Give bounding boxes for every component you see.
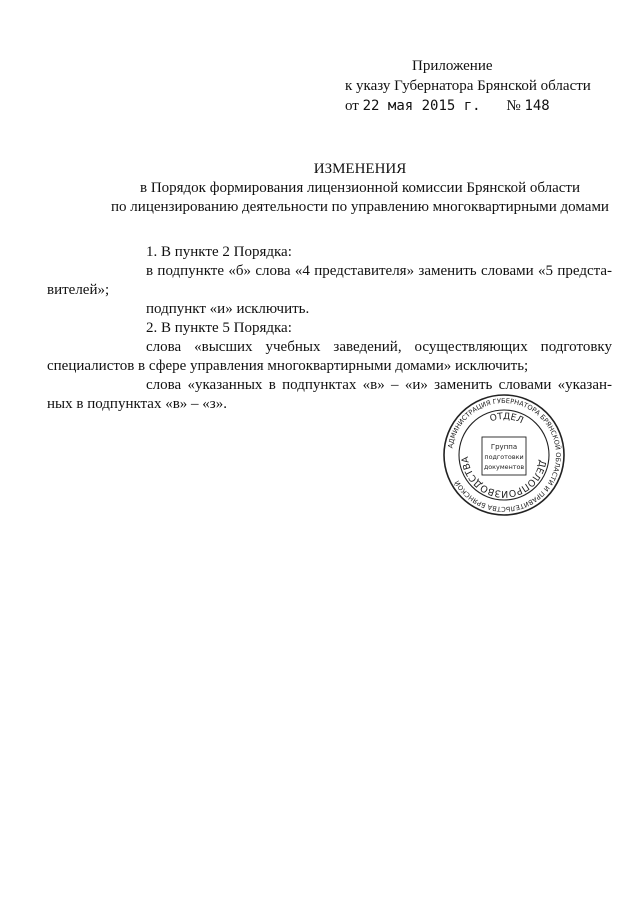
- title-subtitle-line1: в Порядок формирования лицензионной комиссии Брянской области: [139, 180, 581, 196]
- item-1-sub-b-line2: вителей»;: [47, 282, 110, 298]
- decree-date: 22 мая 2015 г.: [362, 98, 481, 114]
- stamp-outer-text: АДМИНИСТРАЦИЯ ГУБЕРНАТОРА БРЯНСКОЙ ОБЛАСТИ И ПРАВИТЕЛЬСТВА БРЯНСКОЙ: [446, 396, 563, 514]
- stamp-center-line3: документов: [483, 463, 525, 471]
- item-2-para2-line2: ных в подпунктах «в» – «з».: [47, 396, 227, 412]
- decree-number: 148: [524, 98, 550, 114]
- stamp-ring-top: ОТДЕЛ: [488, 411, 525, 427]
- document-body: [47, 243, 612, 414]
- item-2-para1-line1: слова «высших учебных заведений, осуществляющих подготовку: [146, 339, 612, 355]
- title-heading: ИЗМЕНЕНИЯ: [313, 161, 407, 177]
- item-1: 1. В пункте 2 Порядка:: [146, 244, 292, 260]
- item-1-sub-i: подпункт «и» исключить.: [146, 301, 310, 317]
- item-2-para2-line1: слова «указанных в подпунктах «в» – «и» заменить словами «указан-: [146, 377, 612, 393]
- number-sign: №: [506, 98, 521, 114]
- appendix-block: [345, 56, 615, 116]
- title-subtitle-line2: по лицензированию деятельности по управлению многоквартирными домами: [111, 199, 609, 215]
- stamp-ring-main: ДЕЛОПРОИЗВОДСТВА: [459, 455, 548, 500]
- stamp-center-line1: Группа: [490, 443, 518, 451]
- appendix-decree-ref: к указу Губернатора Брянской области: [345, 78, 591, 94]
- item-2: 2. В пункте 5 Порядка:: [146, 320, 292, 336]
- official-stamp: [442, 393, 566, 517]
- document-title: [60, 160, 640, 217]
- stamp-center-line2: подготовки: [484, 453, 524, 461]
- item-1-sub-b-line1: в подпункте «б» слова «4 представителя» заменить словами «5 предста-: [146, 263, 612, 279]
- appendix-title: Приложение: [412, 58, 493, 74]
- appendix-date-line: [345, 96, 615, 116]
- item-2-para1-line2: специалистов в сфере управления многоквартирными домами» исключить;: [47, 358, 529, 374]
- date-prefix: от: [345, 98, 359, 114]
